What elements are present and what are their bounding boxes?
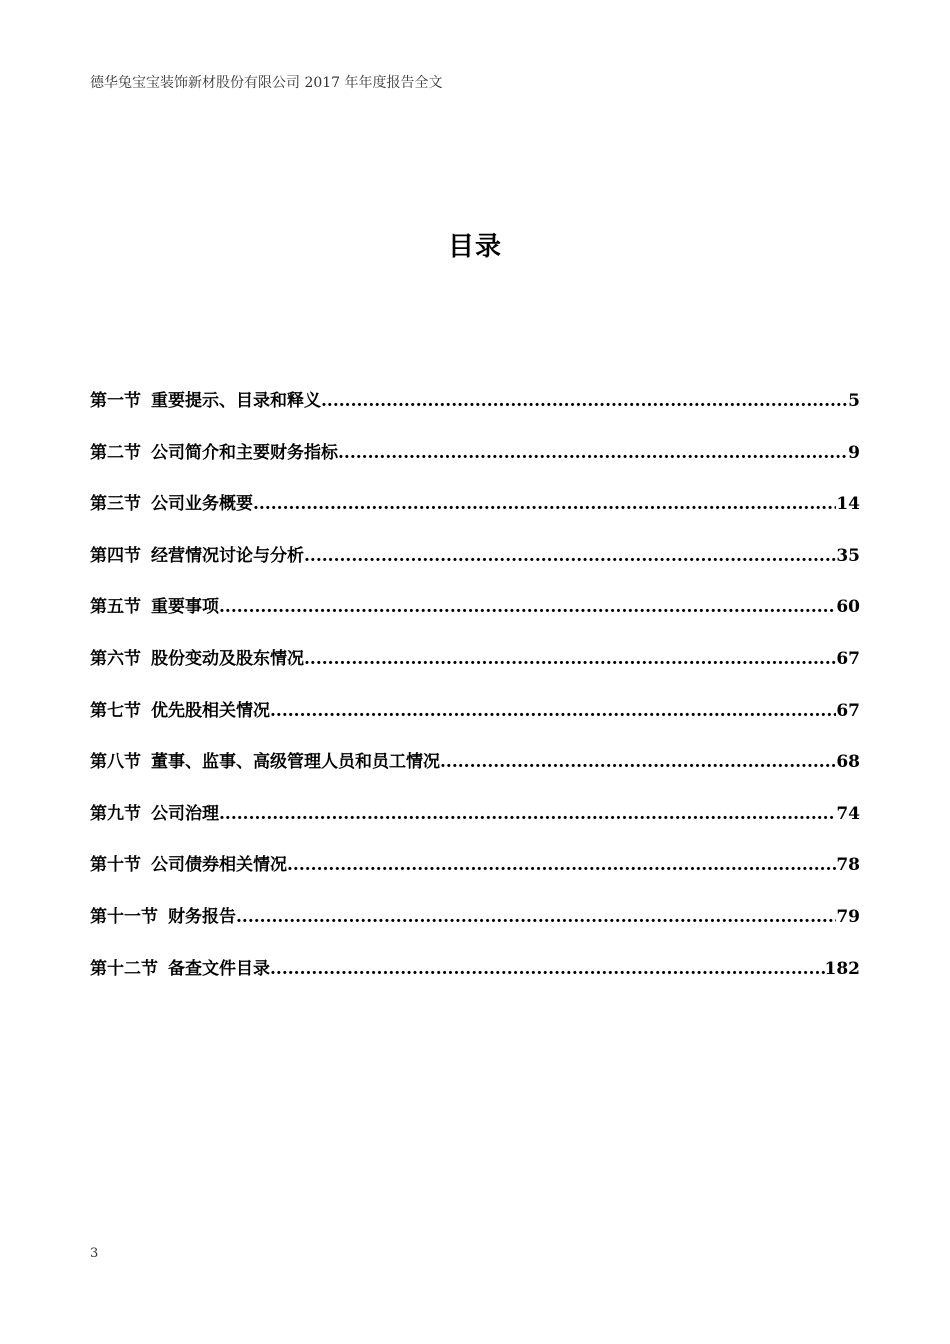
toc-page-number: 60 (836, 597, 860, 618)
toc-dot-leader (253, 494, 836, 514)
toc-dot-leader (287, 855, 836, 875)
page-number: 3 (90, 1246, 99, 1261)
toc-page-number: 35 (836, 545, 860, 566)
toc-entry-1[interactable] (90, 386, 860, 438)
toc-section-title: 备查文件目录 (168, 958, 270, 979)
toc-dot-leader (219, 804, 836, 824)
toc-entry-8[interactable] (90, 747, 860, 799)
toc-dot-leader (321, 391, 848, 411)
toc-dot-leader (219, 597, 836, 617)
toc-page-number: 5 (848, 391, 860, 411)
toc-title: 目录 (447, 232, 502, 262)
toc-section-number: 第二节 (90, 442, 141, 463)
toc-page-number: 68 (836, 752, 860, 773)
toc-page-number: 74 (836, 803, 860, 824)
toc-section-title: 董事、监事、高级管理人员和员工情况 (151, 752, 440, 773)
toc-section-number: 第十一节 (90, 906, 158, 927)
toc-dot-leader (304, 649, 836, 669)
toc-section-title: 公司业务概要 (151, 494, 253, 515)
toc-section-number: 第十节 (90, 855, 141, 876)
toc-section-number: 第六节 (90, 648, 141, 669)
toc-section-title: 经营情况讨论与分析 (151, 545, 304, 566)
toc-section-title: 重要提示、目录和释义 (151, 391, 321, 411)
toc-page-number: 182 (824, 958, 860, 979)
toc-section-number: 第十二节 (90, 958, 158, 979)
toc-section-title: 财务报告 (168, 906, 236, 927)
toc-dot-leader (270, 701, 836, 721)
toc-section-title: 股份变动及股东情况 (151, 648, 304, 669)
toc-entry-5[interactable] (90, 592, 860, 644)
toc-entry-7[interactable] (90, 696, 860, 748)
toc-section-number: 第五节 (90, 597, 141, 618)
toc-page-number: 79 (836, 906, 860, 927)
toc-entry-6[interactable] (90, 644, 860, 696)
page-header: 德华兔宝宝装饰新材股份有限公司 2017 年年度报告全文 (90, 75, 443, 91)
toc-page-number: 67 (836, 700, 860, 721)
table-of-contents (90, 386, 860, 1005)
toc-dot-leader (304, 546, 836, 566)
toc-entry-10[interactable] (90, 850, 860, 902)
toc-section-title: 公司简介和主要财务指标 (151, 442, 338, 463)
toc-page-number: 9 (848, 442, 860, 463)
toc-section-number: 第一节 (90, 391, 141, 411)
toc-entry-9[interactable] (90, 799, 860, 851)
toc-page-number: 14 (836, 494, 860, 515)
toc-section-number: 第三节 (90, 494, 141, 515)
toc-entry-12[interactable] (90, 954, 860, 1006)
toc-entry-4[interactable] (90, 541, 860, 593)
toc-dot-leader (236, 907, 836, 927)
toc-section-title: 公司债券相关情况 (151, 855, 287, 876)
toc-page-number: 67 (836, 648, 860, 669)
toc-section-number: 第八节 (90, 752, 141, 773)
toc-page-number: 78 (836, 855, 860, 876)
toc-section-number: 第四节 (90, 545, 141, 566)
toc-dot-leader (338, 443, 848, 463)
toc-dot-leader (270, 959, 825, 979)
toc-section-title: 公司治理 (151, 803, 219, 824)
toc-entry-2[interactable] (90, 438, 860, 490)
toc-section-number: 第七节 (90, 700, 141, 721)
toc-section-number: 第九节 (90, 803, 141, 824)
toc-dot-leader (440, 752, 836, 772)
toc-section-title: 优先股相关情况 (151, 700, 270, 721)
toc-section-title: 重要事项 (151, 597, 219, 618)
toc-entry-11[interactable] (90, 902, 860, 954)
toc-entry-3[interactable] (90, 489, 860, 541)
